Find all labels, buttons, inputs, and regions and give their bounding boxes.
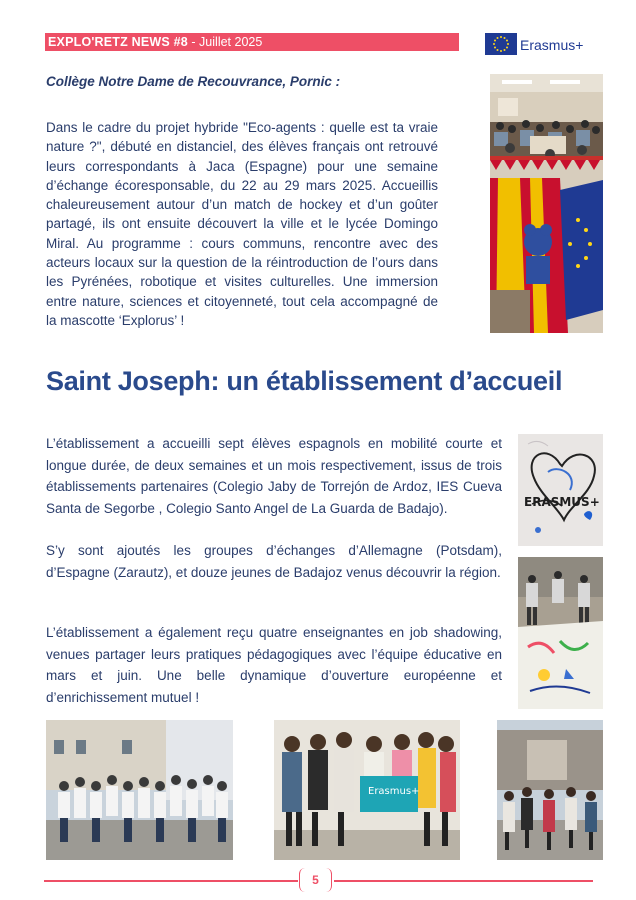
newsletter-header-bar — [45, 33, 459, 51]
erasmus-heart-drawing-photo — [518, 434, 603, 546]
saint-joseph-paragraph: L’établissement a accueilli sept élèves espagnols en mobilité courte et longue durée, de deux semaines et un mois respectivement, issus de trois établissements partenaires (Colegio Jaby de Torrejón de Ardoz, IES Cueva Santa de Segorbe , Colegio Santo Angel de La Guarda de Badajo). — [46, 436, 502, 516]
college-heading: Collège Notre Dame de Recouvrance, Pornic : — [46, 74, 341, 89]
group-photo-courtyard — [46, 720, 233, 860]
flags-photo — [490, 160, 603, 333]
erasmus-logo-text: Erasmus+ — [520, 37, 584, 53]
students-banner-photo — [518, 557, 603, 709]
issue-date: - Juillet 2025 — [191, 35, 263, 49]
heart-drawing-text: ERASMUS+ — [524, 495, 600, 509]
teachers-banner-photo — [274, 720, 460, 860]
eu-flag-icon — [485, 33, 517, 55]
section-title: Saint Joseph: un établissement d’accueil — [46, 366, 563, 396]
saint-joseph-paragraph: L’établissement a également reçu quatre enseignantes en job shadowing, venues partager leurs pratiques pédagogiques avec l’équipe éducative en mars et juin. Une belle dynamique d’ouverture européenne et d’enrichissement mutuel ! — [46, 625, 502, 705]
classroom-photo — [490, 74, 603, 160]
dance-circle-photo — [497, 720, 603, 860]
banner-text: Erasmus+ — [368, 786, 420, 797]
page-number: 5 — [299, 868, 332, 892]
saint-joseph-paragraph: S’y sont ajoutés les groupes d’échanges d’Allemagne (Potsdam), d’Espagne (Zarautz), et douze jeunes de Badajoz venus découvrir la région. — [46, 543, 502, 580]
college-body-text: Dans le cadre du projet hybride "Eco-agents : quelle est ta vraie nature ?", débuté en distanciel, des élèves français ont retrouvé leurs correspondants à Jaca (Espagne) pour une semaine d’échange écoresponsable, du 22 au 29 mars 2025. Accueillis chaleureusement autour d’un match de hockey et d’un goûter partagé, ils ont ensuite découvert la ville et le lycée Domingo Miral. Au programme : cours communs, rencontre avec des acteurs locaux sur la question de la réintroduction de l’ours dans les Pyrénées, robotique et visites culturelles. Une immersion entre nature, sciences et citoyenneté, tout cela accompagné de la mascotte ‘Explorus’ ! — [46, 120, 438, 328]
footer-divider-left — [44, 880, 298, 882]
newsletter-title: EXPLO'RETZ NEWS #8 — [48, 35, 188, 49]
footer-divider-right — [334, 880, 593, 882]
